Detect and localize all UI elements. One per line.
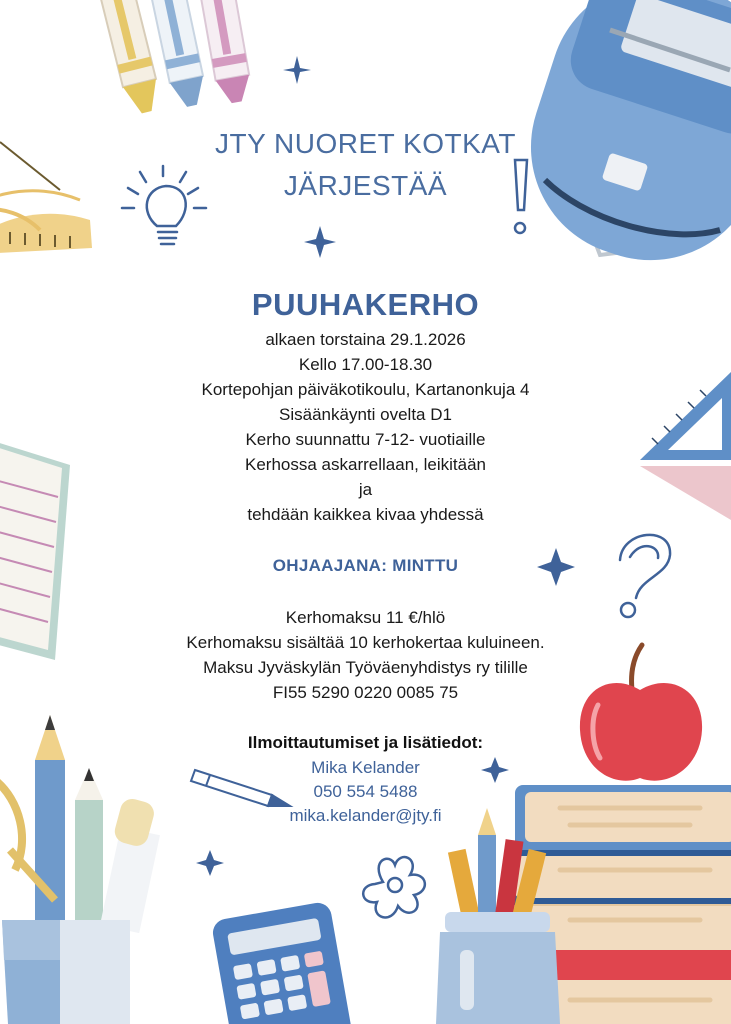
calculator-icon [211, 901, 353, 1024]
detail-line: Kerho suunnattu 7-12- vuotiaille [245, 430, 486, 449]
contact-phone: 050 554 5488 [313, 782, 418, 801]
detail-line: ja [358, 480, 373, 499]
detail-line: alkaen torstaina 29.1.2026 [265, 330, 466, 349]
fee-line: FI55 5290 0220 0085 75 [272, 683, 459, 702]
detail-line: Sisäänkäynti ovelta D1 [279, 405, 452, 424]
contact-name: Mika Kelander [311, 758, 420, 777]
fee-line: Kerhomaksu sisältää 10 kerhokertaa kuluineen. [186, 633, 545, 652]
detail-line: tehdään kaikkea kivaa yhdessä [247, 505, 484, 524]
detail-line: Kello 17.00-18.30 [298, 355, 433, 374]
organizer-line-2: JÄRJESTÄÄ [283, 170, 448, 201]
detail-line: Kerhossa askarrellaan, leikitään [245, 455, 486, 474]
event-title: PUUHAKERHO [251, 287, 480, 322]
fee-line: Kerhomaksu 11 €/hlö [285, 608, 446, 627]
flower-icon [363, 857, 425, 917]
leader-line: OHJAAJANA: MINTTU [272, 556, 459, 575]
contact-heading: Ilmoittautumiset ja lisätiedot: [247, 733, 484, 752]
organizer-line-1: JTY NUORET KOTKAT [215, 128, 516, 159]
fee-line: Maksu Jyväskylän Työväenyhdistys ry tilille [203, 658, 528, 677]
detail-line: Kortepohjan päiväkotikoulu, Kartanonkuja 4 [201, 380, 530, 399]
crayons-icon [100, 0, 253, 116]
contact-email: mika.kelander@jty.fi [289, 806, 442, 825]
